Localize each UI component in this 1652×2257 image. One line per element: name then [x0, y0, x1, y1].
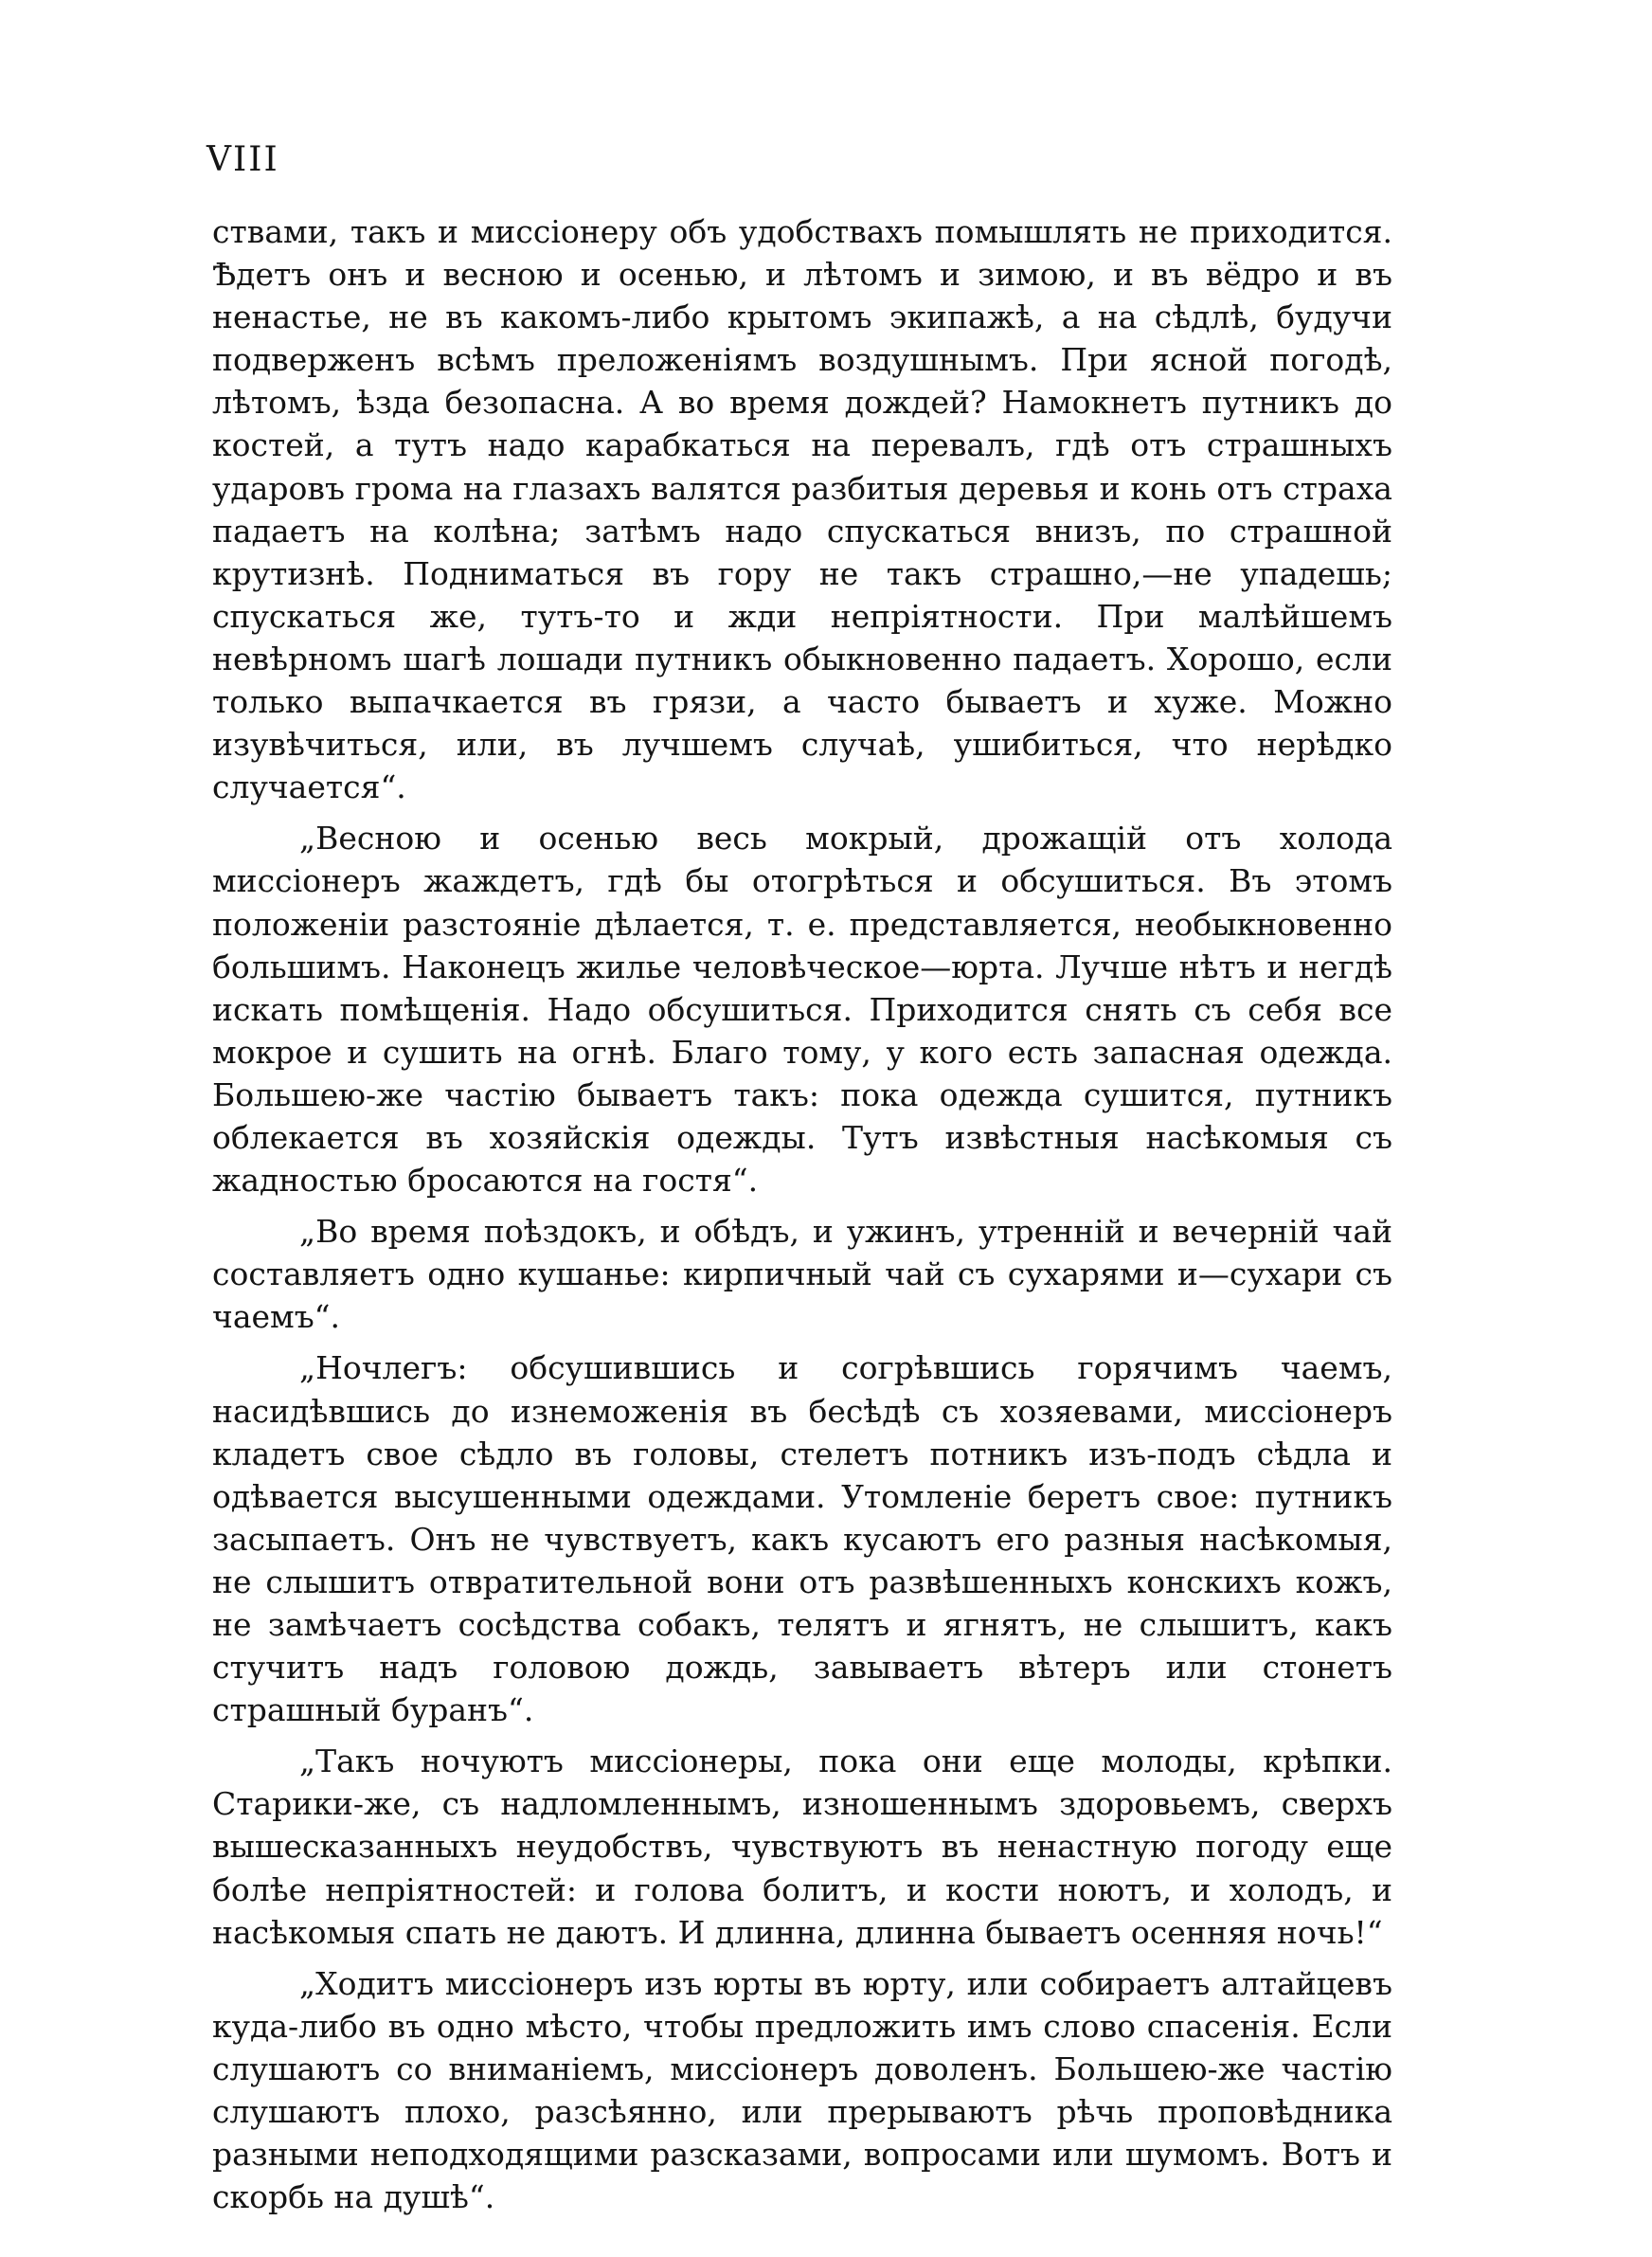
- body-text: [212, 210, 1392, 2218]
- paragraph: „Весною и осенью весь мокрый, дрожащій отъ холода миссіонеръ жаждетъ, гдѣ бы отогрѣться и обсушиться. Въ этомъ положеніи разстояніе дѣлается, т. е. представляется, необыкновенно большимъ. Наконецъ жилье человѣческое—юрта. Лучше нѣтъ и негдѣ искать помѣщенія. Надо обсушиться. Приходится снять съ себя все мокрое и сушить на огнѣ. Благо тому, у кого есть запасная одежда. Большею-же частію бываетъ такъ: пока одежда сушится, путникъ облекается въ хозяйскія одежды. Тутъ извѣстныя насѣкомыя съ жадностью бросаются на гостя“.: [212, 820, 1392, 1200]
- paragraph: „Во время поѣздокъ, и обѣдъ, и ужинъ, утренній и вечерній чай составляетъ одно кушанье: кирпичный чай съ сухарями и—сухари съ чаемъ“.: [212, 1213, 1392, 1336]
- paragraph: „Такъ ночуютъ миссіонеры, пока они еще молоды, крѣпки. Старики-же, съ надломленнымъ, изношеннымъ здоровьемъ, сверхъ вышесказанныхъ неудобствъ, чувствуютъ въ ненастную погоду еще болѣе непріятностей: и голова болитъ, и кости ноютъ, и холодъ, и насѣкомыя спать не даютъ. И длинна, длинна бываетъ осенняя ночь!“: [212, 1742, 1392, 1951]
- paragraph: „Ночлегъ: обсушившись и согрѣвшись горячимъ чаемъ, насидѣвшись до изнеможенія въ бесѣдѣ съ хозяевами, миссіонеръ кладетъ свое сѣдло въ головы, стелетъ потникъ изъ-подъ сѣдла и одѣвается высушенными одеждами. Утомленіе беретъ свое: путникъ засыпаетъ. Онъ не чувствуетъ, какъ кусаютъ его разныя насѣкомыя, не слышитъ отвратительной вони отъ развѣшенныхъ конскихъ кожъ, не замѣчаетъ сосѣдства собакъ, телятъ и ягнятъ, не слышитъ, какъ стучитъ надъ головою дождь, завываетъ вѣтеръ или стонетъ страшный буранъ“.: [212, 1349, 1392, 1729]
- page-number: VIII: [206, 140, 279, 179]
- paragraph: ствами, такъ и миссіонеру объ удобствахъ помышлять не приходится. Ѣдетъ онъ и весною и осенью, и лѣтомъ и зимою, и въ вёдро и въ ненастье, не въ какомъ-либо крытомъ экипажѣ, а на сѣдлѣ, будучи подверженъ всѣмъ преложеніямъ воздушнымъ. При ясной погодѣ, лѣтомъ, ѣзда безопасна. А во время дождей? Намокнетъ путникъ до костей, а тутъ надо карабкаться на перевалъ, гдѣ отъ страшныхъ ударовъ грома на глазахъ валятся разбитыя деревья и конь отъ страха падаетъ на колѣна; затѣмъ надо спускаться внизъ, по страшной крутизнѣ. Подниматься въ гору не такъ страшно,—не упадешь; спускаться же, тутъ-то и жди непріятности. При малѣйшемъ невѣрномъ шагѣ лошади путникъ обыкновенно падаетъ. Хорошо, если только выпачкается въ грязи, а часто бываетъ и хуже. Можно изувѣчиться, или, въ лучшемъ случаѣ, ушибиться, что нерѣдко случается“.: [212, 213, 1392, 806]
- paragraph: „Ходитъ миссіонеръ изъ юрты въ юрту, или собираетъ алтайцевъ куда-либо въ одно мѣсто, чтобы предложить имъ слово спасенія. Если слушаютъ со вниманіемъ, миссіонеръ доволенъ. Большею-же частію слушаютъ плохо, разсѣянно, или прерываютъ рѣчь проповѣдника разными неподходящими разсказами, вопросами или шумомъ. Вотъ и скорбь на душѣ“.: [212, 1964, 1392, 2216]
